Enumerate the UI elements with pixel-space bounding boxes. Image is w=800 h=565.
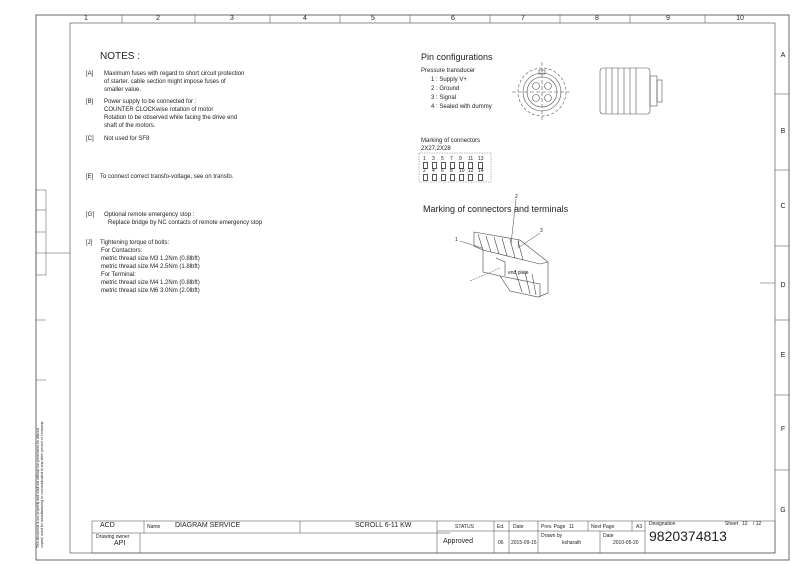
note-tag: [E] — [86, 174, 94, 180]
connector-marking-id: 2X27,2X28 — [421, 146, 451, 152]
designation-label: Designation — [649, 521, 676, 527]
row-letter: D — [780, 282, 786, 289]
note-tag: [J] — [86, 240, 93, 246]
pin-number: 9 — [459, 156, 462, 162]
pin-slot — [450, 174, 455, 181]
column-number: 3 — [230, 15, 234, 22]
pin-slot — [423, 174, 428, 181]
next-page-label: Next Page — [591, 524, 615, 530]
column-number: 6 — [451, 15, 455, 22]
sheet-total: / 12 — [753, 521, 762, 527]
notes-heading: NOTES : — [100, 51, 141, 62]
column-number: 9 — [666, 15, 670, 22]
drawing-owner-label: Drawing owner — [96, 534, 130, 540]
pin-number: 13 — [478, 156, 484, 162]
prev-page-label: Prev. Page — [541, 524, 566, 530]
date-value: 2015-09-15 — [511, 540, 537, 546]
note-line: Rotation to be observed while facing the drive end — [104, 115, 238, 121]
column-number: 2 — [156, 15, 160, 22]
pin-slot — [432, 174, 437, 181]
note-line: For Contactors: — [101, 248, 143, 254]
row-letter: C — [780, 203, 786, 210]
note-line: COUNTER CLOCKwise rotation of motor — [104, 107, 214, 113]
pin-slot — [441, 174, 446, 181]
status-label: STATUS — [455, 524, 474, 530]
column-number: 8 — [595, 15, 599, 22]
column-number: 5 — [371, 15, 375, 22]
pin-number: 10 — [459, 168, 465, 174]
pin-number: 8 — [450, 168, 453, 174]
date-label: Date — [513, 524, 524, 530]
note-line: metric thread size M6 3.0Nm (2.0lbft) — [101, 288, 200, 294]
note-line: Optional remote emergency stop : — [104, 212, 195, 218]
pin-line: 2 : Ground — [431, 86, 460, 92]
column-number: 10 — [736, 15, 744, 22]
status-value: Approved — [443, 538, 473, 545]
pin-line: 3 : Signal — [431, 95, 457, 101]
note-line: metric thread size M4 1.2Nm (0.8lbft) — [101, 280, 200, 286]
note-line: smaller value. — [104, 87, 142, 93]
name-label: Name — [147, 524, 161, 530]
pin-number: 5 — [441, 156, 444, 162]
pin-number: 6 — [441, 168, 444, 174]
product-name: SCROLL 6-11 KW — [355, 522, 412, 529]
note-line: Maximum fuses with regard to short circuit protection — [104, 71, 245, 77]
pin-number: 4 — [432, 168, 435, 174]
row-letter: F — [780, 426, 786, 433]
pressure-transducer-label: Pressure transducer — [421, 68, 476, 74]
side-legal-text: This document is our property and shall not without our permission be altered copied, used for manufacturing or communicated to any other person or company. — [36, 421, 44, 548]
format-label: A3 — [636, 524, 643, 530]
pin-slot — [459, 174, 464, 181]
terminal-callout-1: 1 — [455, 237, 458, 243]
note-tag: [B] — [86, 99, 94, 105]
row-letter: B — [780, 128, 786, 135]
column-number: 7 — [521, 15, 525, 22]
pin-number: 2 — [423, 168, 426, 174]
pin-number: 3 — [432, 156, 435, 162]
note-line: To connect correct transfo-voltage, see on transfo. — [100, 174, 234, 180]
edition-label: Ed. — [497, 524, 505, 530]
drawn-date-label: Date — [603, 533, 614, 539]
sheet-value: 12 — [742, 521, 748, 527]
note-line: of starter. cable section might impose fuses of — [104, 79, 226, 85]
pressure-transducer-front-view — [512, 62, 572, 122]
note-tag: [C] — [86, 136, 94, 142]
drawing-owner-value: API — [114, 540, 126, 547]
edition-value: 06 — [498, 540, 504, 546]
pin-number: 7 — [450, 156, 453, 162]
pin-slot — [468, 174, 473, 181]
terminal-callout-3: 3 — [540, 228, 543, 234]
pin-slot — [478, 174, 483, 181]
note-line: Replace bridge by NC contacts of remote emergency stop — [108, 220, 263, 226]
note-line: Not used for SF8 — [104, 136, 150, 142]
pressure-transducer-side-view — [600, 68, 662, 114]
note-line: metric thread size M3 1.2Nm (0.8lbft) — [101, 256, 200, 262]
acd-label: ACD — [100, 522, 115, 529]
sheet-label: Sheet — [725, 521, 739, 527]
pin-number: 14 — [478, 168, 484, 174]
designation-value: 9820374813 — [649, 528, 727, 544]
pin-line: 4 : Sealed with dummy — [431, 104, 492, 110]
column-number: 1 — [84, 15, 88, 22]
prev-page-value: 11 — [569, 524, 575, 530]
pin-config-heading: Pin configurations — [421, 52, 493, 62]
pin-line: 1 : Supply V+ — [431, 77, 467, 83]
note-line: For Terminal: — [101, 272, 136, 278]
note-tag: [A] — [86, 71, 94, 77]
column-number: 4 — [303, 15, 307, 22]
note-line: metric thread size M4 2.5Nm (1.8lbft) — [101, 264, 200, 270]
note-line: Tightening torque of bolts: — [100, 240, 170, 246]
row-letter: E — [780, 352, 786, 359]
name-value: DIAGRAM SERVICE — [175, 522, 241, 529]
pin-number: 12 — [468, 168, 474, 174]
row-letter: G — [780, 507, 786, 514]
drawn-date-value: 2010-05-20 — [613, 540, 639, 546]
terminals-heading: Marking of connectors and terminals — [423, 204, 569, 214]
note-tag: [G] — [86, 212, 95, 218]
row-letter: A — [780, 52, 786, 59]
connector-marking-title: Marking of connectors — [421, 138, 481, 144]
drawn-by-label: Drawn by — [541, 533, 563, 539]
note-line: shaft of the motors. — [104, 123, 156, 129]
terminal-callout-2: 2 — [515, 194, 518, 200]
drawn-by-value: ksharath — [562, 540, 582, 546]
pin-number: 11 — [468, 156, 474, 162]
end-plate-label: end plate — [508, 270, 529, 276]
note-line: Power supply to be connected for : — [104, 99, 197, 105]
pin-number: 1 — [423, 156, 426, 162]
